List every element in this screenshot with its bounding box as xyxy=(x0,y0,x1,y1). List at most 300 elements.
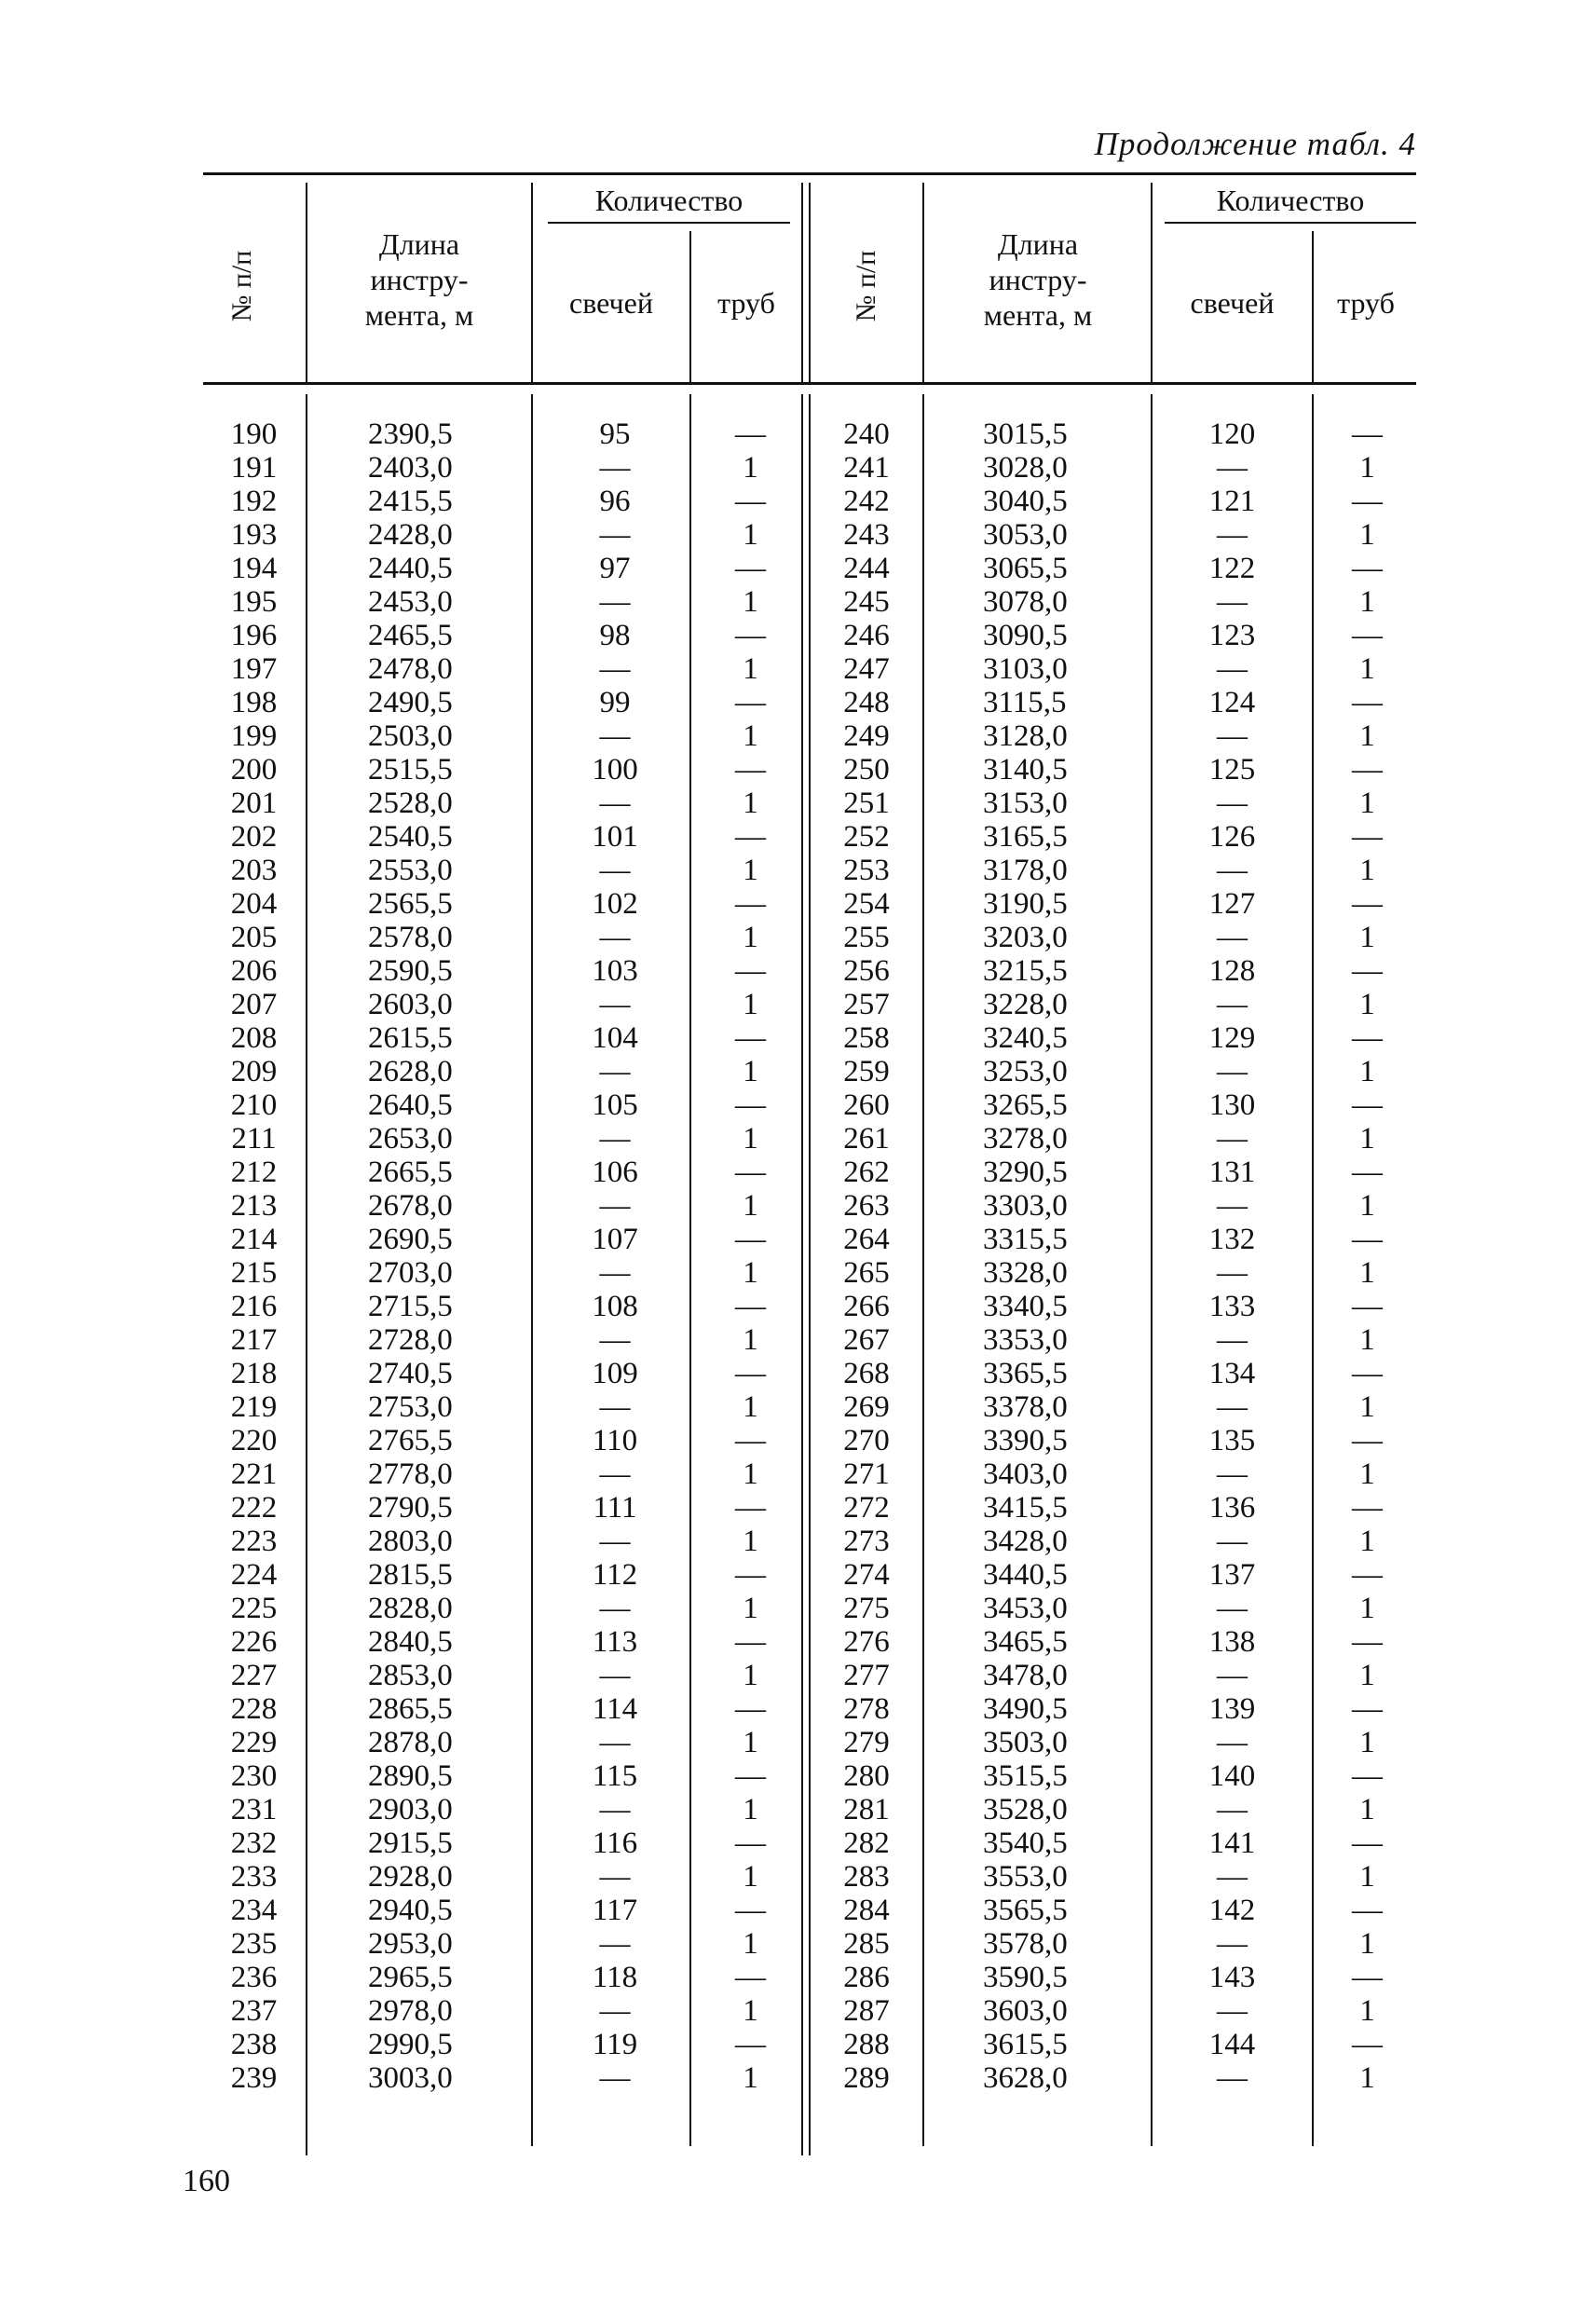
table-cell: 207 xyxy=(230,988,278,1021)
table-cell: 2778,0 xyxy=(368,1457,453,1491)
table-cell: 1 xyxy=(743,1189,758,1223)
table-cell: 2565,5 xyxy=(368,887,453,921)
table-cell: — xyxy=(599,719,631,753)
table-cell: 218 xyxy=(230,1357,278,1390)
table-cell: 2965,5 xyxy=(368,1961,453,1994)
table-cell: 3403,0 xyxy=(983,1457,1068,1491)
length-header-left xyxy=(312,226,526,333)
table-cell: 3115,5 xyxy=(983,686,1067,719)
col-rule xyxy=(1151,394,1153,2146)
table-cell: — xyxy=(599,652,631,686)
table-cell: 265 xyxy=(843,1256,890,1290)
table-cell: 220 xyxy=(230,1424,278,1457)
table-cell: 3090,5 xyxy=(983,619,1068,652)
table-cell: 226 xyxy=(230,1625,278,1659)
table-cell: 1 xyxy=(743,1726,758,1759)
table-cell: — xyxy=(599,2061,631,2095)
table-cell: 1 xyxy=(743,921,758,954)
table-cell: — xyxy=(599,1189,631,1223)
table-cell: — xyxy=(1217,1525,1248,1558)
table-cell: 2515,5 xyxy=(368,753,453,787)
table-cell: — xyxy=(1217,1793,1248,1826)
table-cell: 204 xyxy=(230,887,278,921)
table-cell: 273 xyxy=(843,1525,890,1558)
table-cell: 3353,0 xyxy=(983,1323,1068,1357)
right-candles-column xyxy=(1174,417,1290,2095)
table-cell: 1 xyxy=(1359,1122,1375,1156)
table-cell: 264 xyxy=(843,1223,890,1256)
col-rule xyxy=(689,231,691,383)
table-cell: — xyxy=(735,954,766,988)
table-cell: 3178,0 xyxy=(983,854,1068,887)
table-cell: — xyxy=(1217,1659,1248,1692)
right-pipes-column xyxy=(1323,417,1412,2095)
table-cell: — xyxy=(1352,820,1383,854)
table-cell: — xyxy=(599,1592,631,1625)
table-cell: — xyxy=(1217,1994,1248,2028)
table-cell: 282 xyxy=(843,1826,890,1860)
table-cell: 115 xyxy=(592,1759,638,1793)
table-cell: 96 xyxy=(599,485,631,518)
table-cell: 112 xyxy=(592,1558,638,1592)
table-cell: 3190,5 xyxy=(983,887,1068,921)
table-cell: 201 xyxy=(230,787,278,820)
table-cell: 1 xyxy=(1359,787,1375,820)
table-cell: — xyxy=(1352,954,1383,988)
table-cell: 190 xyxy=(230,417,278,451)
table-cell: 203 xyxy=(230,854,278,887)
table-cell: 235 xyxy=(230,1927,278,1961)
table-cell: 209 xyxy=(230,1055,278,1088)
table-cell: 118 xyxy=(592,1961,638,1994)
length-header-line: Длина xyxy=(378,227,460,261)
table-cell: — xyxy=(1352,887,1383,921)
length-header-line: мента, м xyxy=(364,298,474,332)
table-cell: 1 xyxy=(1359,1256,1375,1290)
table-cell: 131 xyxy=(1208,1156,1256,1189)
table-cell: 198 xyxy=(230,686,278,719)
table-cell: 2790,5 xyxy=(368,1491,453,1525)
table-cell: 236 xyxy=(230,1961,278,1994)
table-cell: 102 xyxy=(592,887,638,921)
table-cell: 3565,5 xyxy=(983,1894,1068,1927)
table-cell: 257 xyxy=(843,988,890,1021)
table-cell: 237 xyxy=(230,1994,278,2028)
table-cell: 247 xyxy=(843,652,890,686)
table-cell: 3228,0 xyxy=(983,988,1068,1021)
table-cell: 136 xyxy=(1208,1491,1256,1525)
table-cell: — xyxy=(1217,1189,1248,1223)
table-cell: — xyxy=(1217,2061,1248,2095)
table-cell: 2990,5 xyxy=(368,2028,453,2061)
table-cell: — xyxy=(735,1156,766,1189)
table-cell: — xyxy=(1217,585,1248,619)
table-cell: 286 xyxy=(843,1961,890,1994)
table-cell: 3553,0 xyxy=(983,1860,1068,1894)
table-cell: 114 xyxy=(592,1692,638,1726)
table-cell: 1 xyxy=(1359,1055,1375,1088)
col-rule xyxy=(922,394,924,2146)
table-cell: 1 xyxy=(1359,518,1375,552)
table-cell: — xyxy=(1352,1625,1383,1659)
table-cell: 3490,5 xyxy=(983,1692,1068,1726)
table-cell: 133 xyxy=(1208,1290,1256,1323)
table-cell: 3103,0 xyxy=(983,652,1068,686)
table-cell: 1 xyxy=(1359,1592,1375,1625)
table-cell: — xyxy=(735,1223,766,1256)
table-cell: 3040,5 xyxy=(983,485,1068,518)
table-cell: 221 xyxy=(230,1457,278,1491)
table-cell: 2890,5 xyxy=(368,1759,453,1793)
table-cell: 3378,0 xyxy=(983,1390,1068,1424)
table-cell: 259 xyxy=(843,1055,890,1088)
table-cell: 199 xyxy=(230,719,278,753)
table-cell: — xyxy=(735,2028,766,2061)
table-cell: — xyxy=(1217,1860,1248,1894)
table-cell: 280 xyxy=(843,1759,890,1793)
table-cell: 120 xyxy=(1208,417,1256,451)
table-cell: 223 xyxy=(230,1525,278,1558)
table-cell: 3015,5 xyxy=(983,417,1068,451)
table-cell: — xyxy=(735,1894,766,1927)
table-cell: 233 xyxy=(230,1860,278,1894)
table-cell: 1 xyxy=(743,1256,758,1290)
table-cell: 231 xyxy=(230,1793,278,1826)
num-header-left: № п/п xyxy=(226,250,257,322)
table-cell: 119 xyxy=(592,2028,638,2061)
table-cell: 2853,0 xyxy=(368,1659,453,1692)
table-cell: 108 xyxy=(592,1290,638,1323)
table-cell: 202 xyxy=(230,820,278,854)
table-cell: — xyxy=(735,1021,766,1055)
table-cell: 2690,5 xyxy=(368,1223,453,1256)
table-cell: 3540,5 xyxy=(983,1826,1068,1860)
col-rule xyxy=(809,394,811,2155)
table-cell: 2403,0 xyxy=(368,451,453,485)
table-cell: 1 xyxy=(743,1525,758,1558)
table-cell: 1 xyxy=(1359,1390,1375,1424)
table-cell: 2728,0 xyxy=(368,1323,453,1357)
quantity-header-left: Количество xyxy=(594,184,743,217)
table-cell: 137 xyxy=(1208,1558,1256,1592)
table-cell: 1 xyxy=(1359,921,1375,954)
table-cell: 1 xyxy=(1359,1793,1375,1826)
table-cell: 1 xyxy=(743,1592,758,1625)
table-cell: 206 xyxy=(230,954,278,988)
table-cell: 2765,5 xyxy=(368,1424,453,1457)
table-cell: 255 xyxy=(843,921,890,954)
table-cell: — xyxy=(1352,1290,1383,1323)
table-cell: 1 xyxy=(743,2061,758,2095)
table-cell: 3278,0 xyxy=(983,1122,1068,1156)
table-cell: 144 xyxy=(1208,2028,1256,2061)
table-cell: 104 xyxy=(592,1021,638,1055)
table-cell: 130 xyxy=(1208,1088,1256,1122)
table-cell: 2715,5 xyxy=(368,1290,453,1323)
table-cell: 2940,5 xyxy=(368,1894,453,1927)
table-cell: — xyxy=(599,1994,631,2028)
table-cell: 2928,0 xyxy=(368,1860,453,1894)
table-cell: 3128,0 xyxy=(983,719,1068,753)
table-cell: 271 xyxy=(843,1457,890,1491)
table-cell: — xyxy=(599,1055,631,1088)
table-cell: 261 xyxy=(843,1122,890,1156)
table-cell: 2465,5 xyxy=(368,619,453,652)
table-cell: — xyxy=(1352,1088,1383,1122)
table-cell: 238 xyxy=(230,2028,278,2061)
table-cell: 1 xyxy=(743,1793,758,1826)
table-cell: 2478,0 xyxy=(368,652,453,686)
table-cell: 1 xyxy=(743,1659,758,1692)
table-cell: 222 xyxy=(230,1491,278,1525)
table-cell: — xyxy=(735,1357,766,1390)
table-cell: 211 xyxy=(231,1122,277,1156)
table-cell: — xyxy=(1217,1927,1248,1961)
table-cell: — xyxy=(1352,1357,1383,1390)
table-cell: — xyxy=(735,552,766,585)
table-cell: — xyxy=(599,787,631,820)
table-cell: 224 xyxy=(230,1558,278,1592)
table-cell: 125 xyxy=(1208,753,1256,787)
table-cell: 279 xyxy=(843,1726,890,1759)
table-cell: 128 xyxy=(1208,954,1256,988)
table-cell: 200 xyxy=(230,753,278,787)
col-rule xyxy=(801,394,803,2155)
table-cell: 232 xyxy=(230,1826,278,1860)
quantity-header-right: Количество xyxy=(1216,184,1365,217)
table-cell: 3253,0 xyxy=(983,1055,1068,1088)
col-rule xyxy=(1312,394,1314,2146)
table-cell: 123 xyxy=(1208,619,1256,652)
table-cell: — xyxy=(1352,1424,1383,1457)
table-cell: — xyxy=(1352,1894,1383,1927)
table-cell: 285 xyxy=(843,1927,890,1961)
table-cell: 3503,0 xyxy=(983,1726,1068,1759)
table-cell: 192 xyxy=(230,485,278,518)
table-cell: — xyxy=(1217,1256,1248,1290)
length-header-line: мента, м xyxy=(983,298,1093,332)
table-cell: 281 xyxy=(843,1793,890,1826)
table-cell: 132 xyxy=(1208,1223,1256,1256)
table-cell: — xyxy=(735,1491,766,1525)
table-cell: 276 xyxy=(843,1625,890,1659)
table-cell: 3578,0 xyxy=(983,1927,1068,1961)
table-cell: 3315,5 xyxy=(983,1223,1068,1256)
table-cell: — xyxy=(1352,1692,1383,1726)
table-cell: 1 xyxy=(743,451,758,485)
table-cell: — xyxy=(1352,1558,1383,1592)
table-cell: 191 xyxy=(230,451,278,485)
table-cell: 2678,0 xyxy=(368,1189,453,1223)
table-cell: 219 xyxy=(230,1390,278,1424)
table-cell: — xyxy=(599,1726,631,1759)
table-cell: — xyxy=(735,686,766,719)
table-cell: 208 xyxy=(230,1021,278,1055)
left-length-column xyxy=(368,417,526,2095)
left-pipes-column xyxy=(706,417,795,2095)
table-cell: 122 xyxy=(1208,552,1256,585)
num-header-right: № п/п xyxy=(851,250,881,322)
table-cell: — xyxy=(599,1525,631,1558)
col-rule xyxy=(306,183,307,383)
table-cell: — xyxy=(599,1122,631,1156)
table-cell: 2615,5 xyxy=(368,1021,453,1055)
table-cell: — xyxy=(599,1457,631,1491)
table-cell: 117 xyxy=(592,1894,638,1927)
table-cell: 95 xyxy=(599,417,631,451)
table-cell: 2453,0 xyxy=(368,585,453,619)
table-cell: — xyxy=(1217,1122,1248,1156)
table-cell: 1 xyxy=(743,1860,758,1894)
table-cell: 228 xyxy=(230,1692,278,1726)
table-cell: 2415,5 xyxy=(368,485,453,518)
right-length-column xyxy=(983,417,1146,2095)
table-cell: — xyxy=(1217,719,1248,753)
table-cell: — xyxy=(735,1961,766,1994)
table-cell: 3078,0 xyxy=(983,585,1068,619)
page-number: 160 xyxy=(183,2164,230,2198)
table-cell: 1 xyxy=(743,1390,758,1424)
col-rule xyxy=(809,183,811,383)
table-cell: — xyxy=(1352,1156,1383,1189)
table-cell: — xyxy=(599,988,631,1021)
length-header-line: Длина xyxy=(997,227,1079,261)
candles-header-right: свечей xyxy=(1190,286,1275,320)
table-cell: — xyxy=(735,1625,766,1659)
table-cell: — xyxy=(1217,652,1248,686)
col-rule xyxy=(306,394,307,2155)
table-cell: 2540,5 xyxy=(368,820,453,854)
table-cell: 1 xyxy=(743,1457,758,1491)
table-cell: — xyxy=(1352,552,1383,585)
table-cell: — xyxy=(1217,854,1248,887)
table-cell: 97 xyxy=(599,552,631,585)
table-cell: — xyxy=(599,1927,631,1961)
table-cell: — xyxy=(735,820,766,854)
table-cell: 210 xyxy=(230,1088,278,1122)
table-cell: 234 xyxy=(230,1894,278,1927)
table-cell: — xyxy=(599,1659,631,1692)
table-cell: 250 xyxy=(843,753,890,787)
table-cell: 2490,5 xyxy=(368,686,453,719)
table-cell: 3628,0 xyxy=(983,2061,1068,2095)
col-rule xyxy=(1312,231,1314,383)
table-cell: 3265,5 xyxy=(983,1088,1068,1122)
table-cell: 246 xyxy=(843,619,890,652)
left-candles-column xyxy=(559,417,671,2095)
table-cell: 1 xyxy=(743,1927,758,1961)
table-cell: — xyxy=(1352,686,1383,719)
table-cell: — xyxy=(735,619,766,652)
table-cell: 3065,5 xyxy=(983,552,1068,585)
table-cell: 1 xyxy=(743,518,758,552)
table-cell: 142 xyxy=(1208,1894,1256,1927)
table-cell: 193 xyxy=(230,518,278,552)
length-header-line: инстру- xyxy=(989,263,1087,296)
table-cell: 3340,5 xyxy=(983,1290,1068,1323)
table-cell: 1 xyxy=(743,1055,758,1088)
table-cell: — xyxy=(1352,1223,1383,1256)
table-cell: 2915,5 xyxy=(368,1826,453,1860)
table-cell: 1 xyxy=(743,787,758,820)
table-cell: — xyxy=(1352,485,1383,518)
table-cell: — xyxy=(1217,1457,1248,1491)
table-cell: 109 xyxy=(592,1357,638,1390)
table-cell: — xyxy=(1352,2028,1383,2061)
table-cell: 3028,0 xyxy=(983,451,1068,485)
table-cell: 1 xyxy=(1359,1659,1375,1692)
table-cell: 283 xyxy=(843,1860,890,1894)
table-cell: 1 xyxy=(743,854,758,887)
table-cell: 216 xyxy=(230,1290,278,1323)
table-cell: — xyxy=(1217,451,1248,485)
table-cell: 3003,0 xyxy=(368,2061,453,2095)
table-cell: 1 xyxy=(1359,1860,1375,1894)
table-cell: 239 xyxy=(230,2061,278,2095)
table-cell: 229 xyxy=(230,1726,278,1759)
table-cell: — xyxy=(1352,1759,1383,1793)
table-cell: 100 xyxy=(592,753,638,787)
table-cell: 2703,0 xyxy=(368,1256,453,1290)
table-cell: 287 xyxy=(843,1994,890,2028)
table-cell: 127 xyxy=(1208,887,1256,921)
table-cell: 135 xyxy=(1208,1424,1256,1457)
table-cell: 1 xyxy=(1359,585,1375,619)
table-cell: 260 xyxy=(843,1088,890,1122)
table-cell: 116 xyxy=(592,1826,638,1860)
table-cell: 1 xyxy=(1359,2061,1375,2095)
table-cell: 196 xyxy=(230,619,278,652)
table-cell: 289 xyxy=(843,2061,890,2095)
table-cell: 141 xyxy=(1208,1826,1256,1860)
table-cell: 1 xyxy=(743,988,758,1021)
table-cell: 270 xyxy=(843,1424,890,1457)
table-cell: 107 xyxy=(592,1223,638,1256)
col-rule xyxy=(1151,183,1153,383)
table-cell: 1 xyxy=(1359,1457,1375,1491)
table-cell: 197 xyxy=(230,652,278,686)
table-cell: 3590,5 xyxy=(983,1961,1068,1994)
table-cell: 126 xyxy=(1208,820,1256,854)
table-cell: 212 xyxy=(230,1156,278,1189)
table-cell: 195 xyxy=(230,585,278,619)
table-cell: — xyxy=(1352,1826,1383,1860)
table-cell: 3290,5 xyxy=(983,1156,1068,1189)
table-cell: 1 xyxy=(743,1323,758,1357)
table-cell: 3153,0 xyxy=(983,787,1068,820)
table-cell: — xyxy=(1217,1390,1248,1424)
table-cell: 225 xyxy=(230,1592,278,1625)
table-cell: 3465,5 xyxy=(983,1625,1068,1659)
table-cell: 140 xyxy=(1208,1759,1256,1793)
col-rule xyxy=(922,183,924,383)
table-cell: 268 xyxy=(843,1357,890,1390)
pipes-header-right: труб xyxy=(1337,286,1395,320)
table-cell: — xyxy=(1217,518,1248,552)
table-cell: 3165,5 xyxy=(983,820,1068,854)
table-cell: — xyxy=(735,1290,766,1323)
table-cell: 2440,5 xyxy=(368,552,453,585)
table-cell: 2653,0 xyxy=(368,1122,453,1156)
table-cell: 139 xyxy=(1208,1692,1256,1726)
table-cell: 2590,5 xyxy=(368,954,453,988)
table-cell: 3215,5 xyxy=(983,954,1068,988)
left-num-column xyxy=(210,417,298,2095)
table-cell: — xyxy=(735,417,766,451)
length-header-right xyxy=(927,226,1149,333)
table-cell: 1 xyxy=(1359,1189,1375,1223)
table-cell: 106 xyxy=(592,1156,638,1189)
